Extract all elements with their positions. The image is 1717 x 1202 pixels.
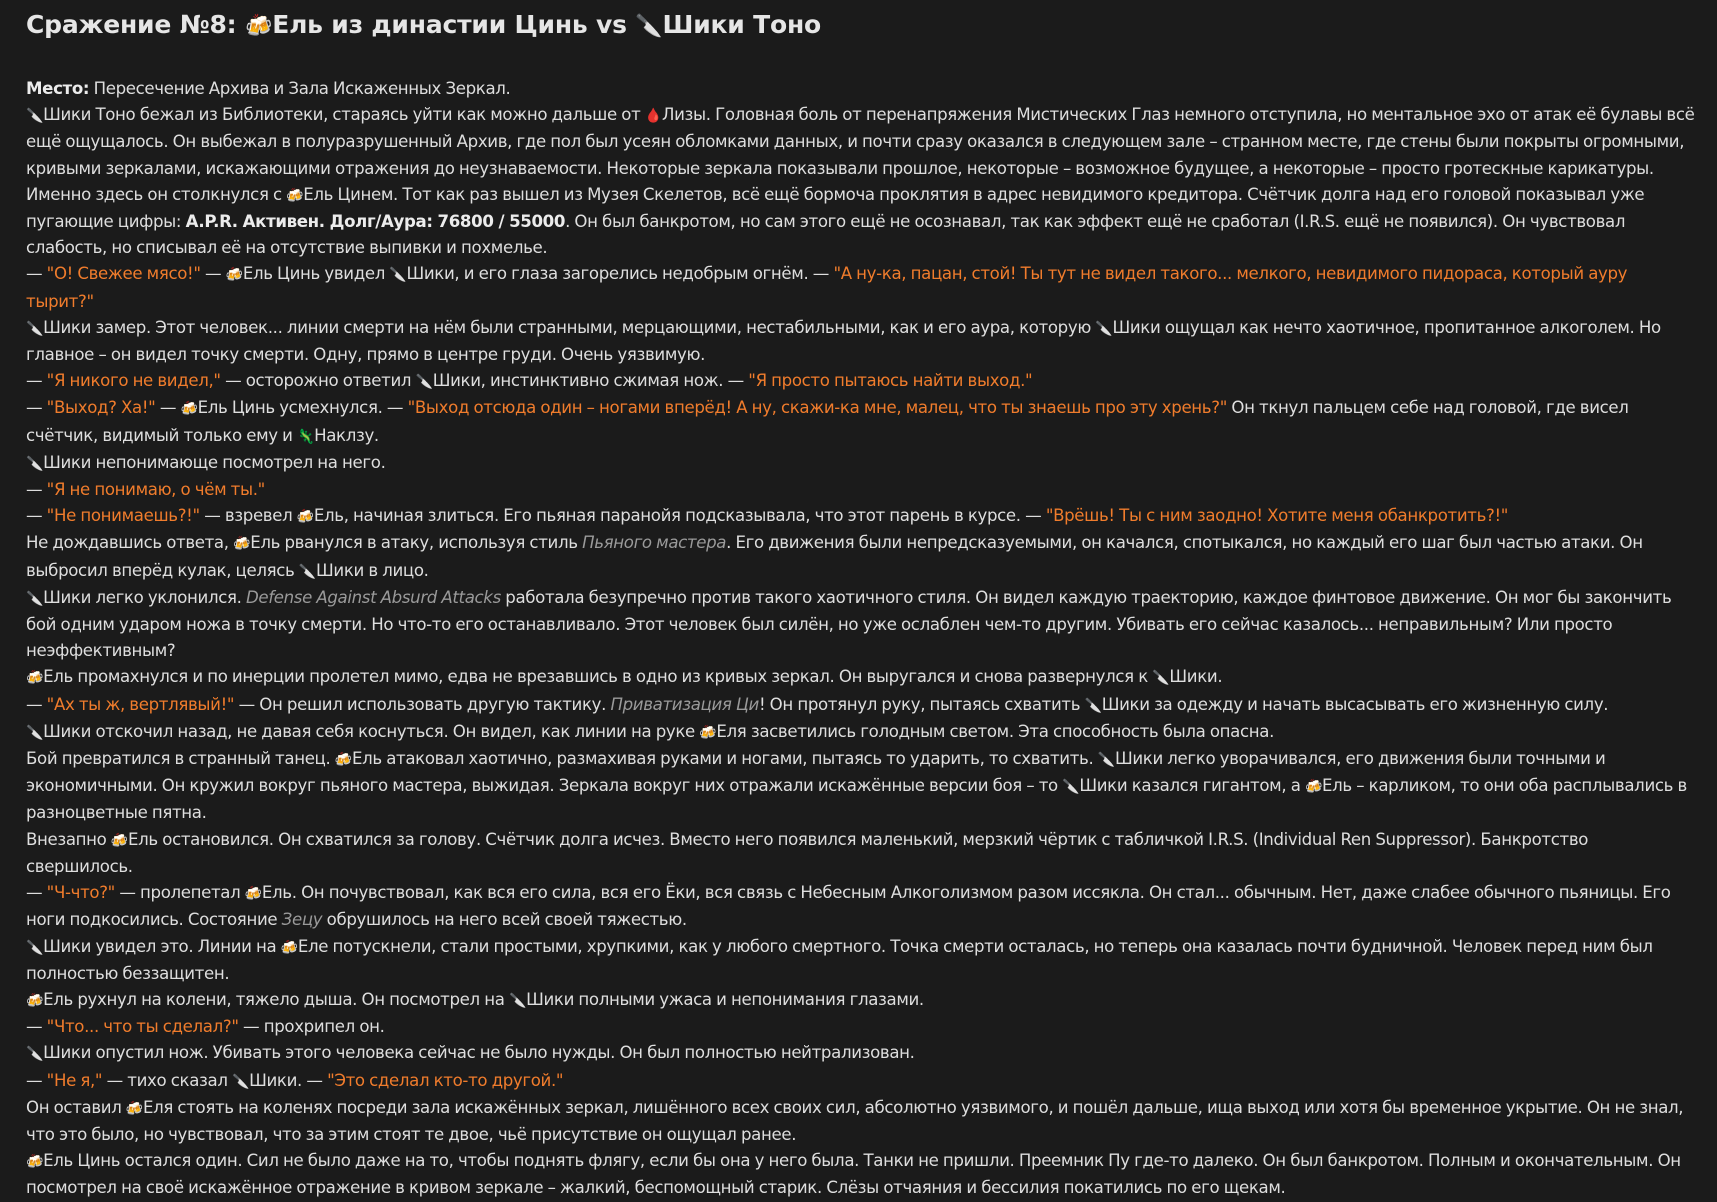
knife-icon: 🔪: [26, 590, 44, 607]
beer-mugs-icon: 🍻: [225, 267, 243, 284]
narration-text: Ель рухнул на колени, тяжело дыша. Он посмотрел на: [43, 989, 509, 1009]
dialogue-quote: "Не понимаешь?!": [46, 506, 200, 526]
dialogue-quote: "А ну-ка, пацан, стой! Ты тут не видел такого... мелкого, невидимого пидораса, который ауру тырит?": [26, 264, 1628, 311]
narration-text: Ель Цинем. Тот как раз вышел из Музея Скелетов, всё ещё бормоча проклятия в адрес невидимого кредитора. Счётчик долга над его головой показывал уже пугающие цифры:: [26, 184, 1645, 232]
beer-mugs-icon: 🍻: [1304, 779, 1323, 796]
story-paragraph: [26, 1040, 1698, 1067]
technique-name: Приватизация Ци: [610, 694, 759, 714]
knife-icon: 🔪: [232, 1073, 250, 1090]
fighter-one-name: Ель из династии Цинь: [272, 10, 588, 39]
dialogue-quote: "Это сделал кто-то другой.": [327, 1070, 564, 1090]
dialogue-quote: "Я просто пытаюсь найти выход.": [748, 371, 1033, 391]
beer-mugs-icon: 🍻: [180, 401, 198, 418]
narration-text: Шики полными ужаса и непонимания глазами.: [526, 989, 924, 1009]
knife-icon: 🔪: [508, 992, 527, 1009]
knife-icon: 🔪: [26, 108, 44, 125]
narration-text: Шики за одежду и начать высасывать его жизненную силу.: [1101, 694, 1609, 714]
dialogue-quote: "Ах ты ж, вертлявый!": [46, 694, 235, 714]
narration-text: Шики, и его глаза загорелись недобрым огнём. —: [406, 264, 834, 284]
narration-text: — взревел: [199, 506, 297, 526]
narration-text: Ель Цинь увидел: [242, 264, 390, 284]
narration-text: Ель Цинь усмехнулся. —: [197, 398, 408, 418]
narration-text: Шики Тоно бежал из Библиотеки, стараясь уйти как можно дальше от: [43, 105, 645, 125]
narration-text: Наклзу.: [314, 425, 379, 445]
narration-text: — осторожно ответил: [220, 371, 416, 391]
beer-mugs-icon: 🍻: [334, 752, 352, 769]
dialogue-quote: "Выход отсюда один – ногами вперёд! А ну, скажи-ка мне, малец, что ты знаешь про эту хрень?": [407, 398, 1227, 418]
story-paragraph: [26, 530, 1698, 584]
narration-text: Лизы. Головная боль от перенапряжения Мистических Глаз немного отступила, но ментальное эхо от атак её булавы всё ещё ощущалось. Он выбежал в полуразрушенный Архив, где пол был усеян обломками данных, и почти сразу оказался в следующем зале – странном месте, где стены были покрыты огромными, кривыми зеркалами, искажающими отражения до неузнаваемости. Некоторые зеркала показывали прошлое, некоторые – возможное будущее, а некоторые – просто гротескные карикатуры.: [26, 105, 1695, 178]
narration-text: — Он решил использовать другую тактику.: [234, 694, 611, 714]
beer-mugs-icon: 🍻: [244, 886, 262, 903]
story-paragraph: [26, 1068, 1698, 1095]
narration-text: Шики легко уворачивался, его движения были точными и экономичными. Он кружил вокруг пьяного мастера, выжидая. Зеркала вокруг них отражали искажённые версии боя – то: [26, 749, 1606, 796]
narration-text: Шики казался гигантом, а: [1079, 776, 1305, 796]
narration-text: Шики замер. Этот человек... линии смерти на нём были странными, мерцающими, нестабильными, как и его аура, которую: [43, 317, 1096, 337]
narration-text: Он оставил: [26, 1097, 126, 1117]
story-paragraph: [26, 1148, 1698, 1201]
dialogue-quote: "Выход? Ха!": [46, 398, 156, 418]
story-paragraph: [26, 261, 1698, 314]
narration-text: обрушилось на него всей своей тяжестью.: [322, 910, 687, 930]
story-paragraph: [26, 395, 1698, 449]
dialogue-quote: "Ч-что?": [46, 883, 115, 903]
knife-icon: 🔪: [1084, 697, 1102, 714]
narration-text: Ель – карликом, то они оба расплывались в разноцветные пятна.: [26, 776, 1687, 823]
beer-mugs-icon: 🍻: [280, 939, 298, 956]
story-paragraph: [26, 692, 1698, 719]
story-paragraph: [26, 664, 1698, 691]
beer-mugs-icon: 🍻: [125, 1100, 143, 1117]
narration-text: Шики опустил нож. Убивать этого человека сейчас не было нужды. Он был полностью нейтрализован.: [43, 1043, 915, 1063]
story-paragraph: [26, 746, 1698, 827]
narration-text: Ель атаковал хаотично, размахивая руками и ногами, пытаясь то ударить, то схватить.: [351, 749, 1098, 769]
narration-text: Ель. Он почувствовал, как вся его сила, вся его Ёки, вся связь с Небесным Алкоголизмом разом иссякла. Он стал... обычным. Нет, даже слабее обычного пьяницы. Его ноги подкосились. Состояние: [26, 883, 1671, 930]
story-paragraph: [26, 368, 1698, 395]
narration-text: —: [26, 264, 47, 284]
narration-text: Он ткнул пальцем себе над головой, где висел счётчик, видимый только ему и: [26, 398, 1629, 445]
battle-title: [26, 6, 1698, 46]
beer-mugs-icon: 🍻: [233, 536, 251, 553]
beer-mugs-icon: 🍻: [244, 14, 273, 39]
narration-text: Шики увидел это. Линии на: [43, 936, 281, 956]
narration-text: Именно здесь он столкнулся с: [26, 184, 287, 204]
narration-text: —: [26, 398, 47, 418]
narration-text: Внезапно: [26, 829, 111, 849]
narration-text: Шики.: [1169, 667, 1223, 687]
story-paragraph: [26, 880, 1698, 933]
beer-mugs-icon: 🍻: [296, 509, 314, 526]
narration-text: —: [26, 1017, 47, 1037]
narration-text: —: [26, 480, 47, 500]
dialogue-quote: "Врёшь! Ты с ним заодно! Хотите меня обанкротить?!": [1045, 506, 1509, 526]
beer-mugs-icon: 🍻: [699, 724, 717, 741]
narration-text: Еля стоять на коленях посреди зала искажённых зеркал, лишённого всех своих сил, абсолютно уязвимого, и пошёл дальше, ища выход или хотя бы временное укрытие. Он не знал, что это было, но чувствовал, что за этим стоят те двое, чьё присутствие он ощущал ранее.: [26, 1097, 1684, 1144]
story-paragraph: [26, 450, 1698, 477]
narration-text: — прохрипел он.: [238, 1017, 385, 1037]
story-paragraph: [26, 1014, 1698, 1040]
narration-text: ! Он протянул руку, пытаясь схватить: [758, 694, 1085, 714]
dialogue-quote: "Не я,": [46, 1070, 103, 1090]
narration-text: работала безупречно против такого хаотичного стиля. Он видел каждую траекторию, каждое финтовое движение. Он мог бы закончить бой одним ударом ножа в точку смерти. Но что-то его останавливало. Этот человек был силён, но уже ослаблен чем-то другим. Убивать его сейчас казалось... неправильным? Или просто неэффективным?: [26, 587, 1672, 661]
beer-mugs-icon: 🍻: [26, 670, 44, 687]
knife-icon: 🔪: [298, 563, 316, 580]
bold-text: A.P.R. Активен. Долг/Аура: 76800 / 55000: [185, 212, 566, 232]
narration-text: Ель промахнулся и по инерции пролетел мимо, едва не врезавшись в одно из кривых зеркал. Он выругался и снова развернулся к: [43, 667, 1153, 687]
beer-mugs-icon: 🍻: [286, 187, 304, 204]
story-text: [26, 76, 1698, 1202]
narration-text: Шики. —: [249, 1070, 328, 1090]
story-paragraph: [26, 987, 1698, 1014]
story-paragraph: [26, 503, 1698, 530]
technique-name: Defense Against Absurd Attacks: [245, 587, 501, 607]
knife-icon: 🔪: [26, 320, 44, 337]
narration-text: Не дождавшись ответа,: [26, 533, 234, 553]
story-paragraph: [26, 585, 1698, 665]
narration-text: Шики отскочил назад, не давая себя коснуться. Он видел, как линии на руке: [43, 721, 700, 741]
narration-text: Еля засветились голодным светом. Эта способность была опасна.: [716, 721, 1275, 741]
story-paragraph: [26, 827, 1698, 880]
narration-text: Шики непонимающе посмотрел на него.: [43, 452, 386, 472]
knife-icon: 🔪: [1095, 320, 1113, 337]
narration-text: Пересечение Архива и Зала Искаженных Зеркал.: [89, 79, 511, 98]
story-paragraph: [26, 182, 1698, 262]
story-paragraph: [26, 76, 1698, 102]
story-paragraph: [26, 1095, 1698, 1148]
narration-text: Шики, инстинктивно сжимая нож. —: [432, 371, 749, 391]
story-paragraph: [26, 719, 1698, 746]
story-paragraph: [26, 102, 1698, 182]
beer-mugs-icon: 🍻: [26, 1154, 44, 1171]
technique-name: Зецу: [281, 910, 323, 930]
knife-icon: 🔪: [26, 939, 44, 956]
narration-text: —: [26, 506, 47, 526]
narration-text: — пролепетал: [114, 883, 245, 903]
narration-text: Ель Цинь остался один. Сил не было даже на то, чтобы поднять флягу, если бы она у него была. Танки не пришли. Преемник Пу где-то далеко. Он был банкротом. Полным и окончательным. Он посмотрел на своё искажённое отражение в кривом зеркале – жалкий, беспомощный старик. Слёзы отчаяния и бессилия покатились по его щекам.: [26, 1151, 1681, 1198]
narration-text: . Его движения были непредсказуемыми, он качался, спотыкался, но каждый его шаг был частью атаки. Он выбросил вперёд кулак, целясь: [26, 533, 1643, 580]
beer-mugs-icon: 🍻: [26, 992, 44, 1009]
narration-text: —: [26, 1070, 47, 1090]
knife-icon: 🔪: [1062, 779, 1080, 796]
beer-mugs-icon: 🍻: [110, 832, 129, 849]
dialogue-quote: "Я никого не видел,": [46, 371, 221, 391]
narration-text: Шики легко уклонился.: [43, 587, 246, 607]
dialogue-quote: "Что... что ты сделал?": [46, 1017, 239, 1037]
narration-text: — тихо сказал: [102, 1070, 232, 1090]
title-prefix: Сражение №8:: [26, 10, 245, 39]
story-paragraph: [26, 315, 1698, 368]
narration-text: —: [26, 694, 47, 714]
knife-icon: 🔪: [1097, 752, 1115, 769]
narration-text: Ель рванулся в атаку, используя стиль: [250, 533, 583, 553]
knife-icon: 🔪: [1152, 670, 1170, 687]
story-paragraph: [26, 477, 1698, 503]
bold-text: Место:: [26, 79, 90, 98]
story-page: [26, 6, 1698, 1202]
knife-icon: 🔪: [389, 267, 407, 284]
narration-text: Шики в лицо.: [315, 560, 429, 580]
narration-text: Еле потускнели, стали простыми, хрупкими, как у любого смертного. Точка смерти осталась, но теперь она казалась почти будничной. Человек перед ним был полностью беззащитен.: [26, 936, 1653, 983]
technique-name: Пьяного мастера: [582, 533, 727, 553]
narration-text: —: [26, 883, 47, 903]
narration-text: . Он был банкротом, но сам этого ещё не осознавал, так как эффект ещё не сработал (I.R.S. ещё не появился). Он чувствовал слабость, но списывал её на отсутствие выпивки и похмелье.: [26, 212, 1626, 258]
blood-drop-icon: 🩸: [644, 108, 662, 125]
narration-text: —: [200, 264, 226, 284]
frog-icon: 🦎: [297, 428, 315, 445]
knife-icon: 🔪: [415, 374, 433, 391]
knife-icon: 🔪: [26, 455, 44, 472]
knife-icon: 🔪: [26, 1046, 44, 1063]
knife-icon: 🔪: [26, 724, 44, 741]
narration-text: —: [26, 371, 47, 391]
narration-text: Бой превратился в странный танец.: [26, 749, 335, 769]
knife-icon: 🔪: [635, 14, 663, 39]
narration-text: Шики ощущал как нечто хаотичное, пропитанное алкоголем. Но главное – он видел точку смерти. Одну, прямо в центре груди. Очень уязвимую.: [26, 317, 1661, 365]
narration-text: Ель остановился. Он схватился за голову. Счётчик долга исчез. Вместо него появился маленький, мерзкий чёртик с табличкой I.R.S. (Individual Ren Suppressor). Банкротство свершилось.: [26, 829, 1589, 876]
dialogue-quote: "Я не понимаю, о чём ты.": [46, 480, 265, 500]
fighter-two-name: Шики Тоно: [662, 10, 821, 39]
narration-text: —: [155, 398, 181, 418]
dialogue-quote: "О! Свежее мясо!": [46, 264, 201, 284]
narration-text: Ель, начиная злиться. Его пьяная паранойя подсказывала, что этот парень в курсе. —: [313, 506, 1046, 526]
story-paragraph: [26, 934, 1698, 987]
title-vs: vs: [587, 10, 636, 39]
